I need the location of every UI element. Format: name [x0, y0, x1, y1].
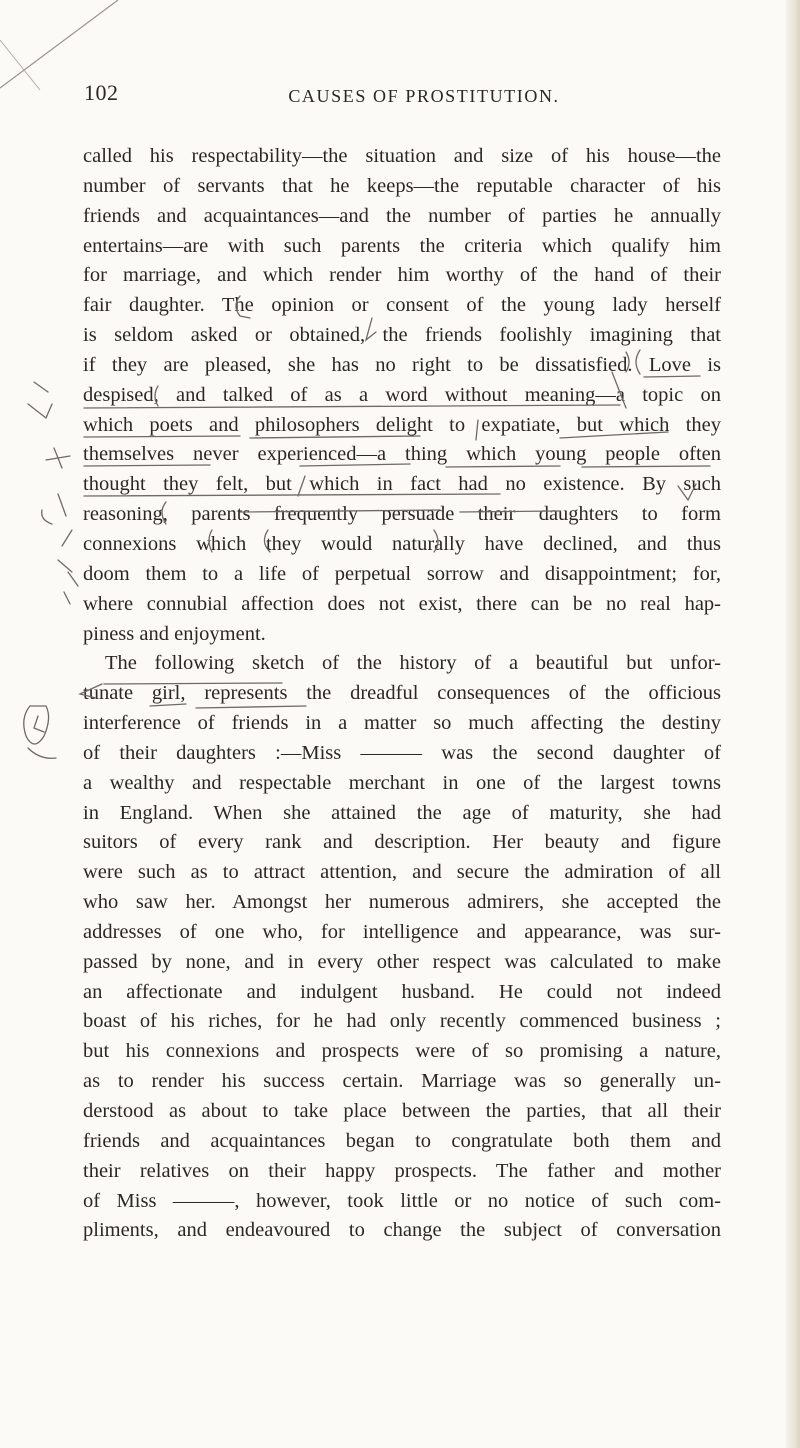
text-line: despised, and talked of as a word without meaning—a topic on — [83, 383, 721, 406]
running-title: CAUSES OF PROSTITUTION. — [288, 86, 560, 106]
text-line: pliments, and endeavoured to change the subject of conversation — [83, 1219, 721, 1242]
text-line: suitors of every rank and description. Her beauty and figure — [83, 831, 721, 854]
text-line: for marriage, and which render him worthy of the hand of their — [83, 264, 721, 287]
text-line: were such as to attract attention, and secure the admiration of all — [83, 861, 721, 884]
text-line: entertains—are with such parents the criteria which qualify him — [83, 234, 721, 257]
text-line: tunate girl, represents the dreadful consequences of the officious — [83, 682, 721, 705]
text-line: an affectionate and indulgent husband. He could not indeed — [83, 980, 721, 1003]
page-number: 102 — [84, 80, 119, 105]
text-line: but his connexions and prospects were of so promising a nature, — [83, 1040, 721, 1063]
text-line: friends and acquaintances began to congratulate both them and — [83, 1129, 721, 1152]
text-line: piness and enjoyment. — [83, 622, 266, 645]
text-line: which poets and philosophers delight to expatiate, but which they — [83, 413, 721, 436]
text-line: addresses of one who, for intelligence and appearance, was sur- — [83, 920, 721, 943]
text-line: their relatives on their happy prospects. The father and mother — [83, 1159, 721, 1182]
text-line: fair daughter. The opinion or consent of the young lady herself — [83, 294, 721, 317]
text-line: doom them to a life of perpetual sorrow and disappointment; for, — [83, 562, 721, 585]
text-line: derstood as about to take place between the parties, that all their — [83, 1100, 721, 1122]
running-head — [84, 80, 724, 110]
text-line: of their daughters :—Miss ——— was the second daughter of — [83, 741, 721, 764]
text-line: of Miss ———, however, took little or no notice of such com- — [83, 1189, 721, 1212]
text-line: as to render his success certain. Marriage was so generally un- — [83, 1070, 721, 1093]
page-edge-shadow — [786, 0, 800, 1448]
text-line: a wealthy and respectable merchant in one of the largest towns — [83, 771, 721, 794]
text-line: friends and acquaintances—and the number of parties he annually — [83, 204, 721, 227]
text-line: where connubial affection does not exist, there can be no real hap- — [83, 592, 721, 615]
text-line: is seldom asked or obtained, the friends foolishly imagining that — [83, 324, 721, 347]
text-line: thought they felt, but which in fact had no existence. By such — [83, 473, 721, 496]
text-line: The following sketch of the history of a beautiful but unfor- — [105, 652, 721, 675]
text-line: who saw her. Amongst her numerous admirers, she accepted the — [83, 891, 721, 914]
text-line: interference of friends in a matter so much affecting the destiny — [83, 712, 721, 735]
text-line: called his respectability—the situation and size of his house—the — [83, 145, 721, 167]
text-line: if they are pleased, she has no right to be dissatisfied. Love is — [83, 353, 721, 376]
text-line: reasoning, parents frequently persuade their daughters to form — [83, 503, 721, 526]
text-line: in England. When she attained the age of maturity, she had — [83, 801, 721, 824]
text-line: passed by none, and in every other respect was calculated to make — [83, 950, 721, 973]
text-line: connexions which they would naturally have declined, and thus — [83, 532, 721, 555]
text-line: boast of his riches, for he had only recently commenced business ; — [83, 1010, 721, 1033]
body-text — [83, 142, 721, 1246]
text-line: number of servants that he keeps—the reputable character of his — [83, 174, 721, 197]
text-line: themselves never experienced—a thing which young people often — [83, 443, 721, 466]
